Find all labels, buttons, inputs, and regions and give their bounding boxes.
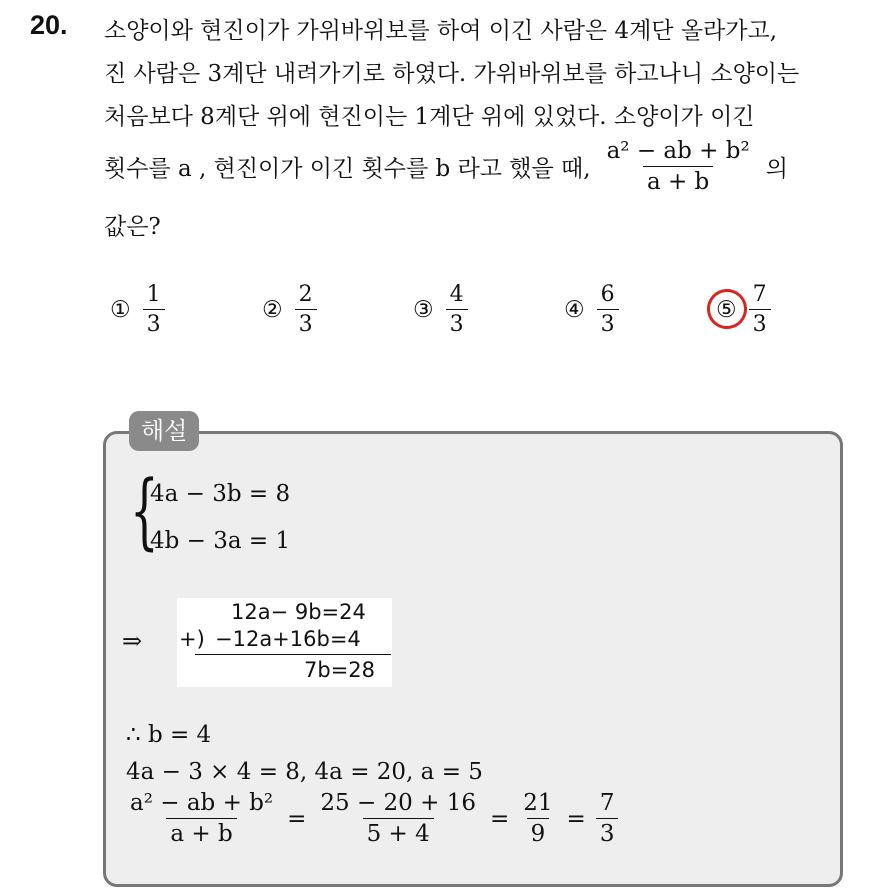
question-text-line-4-prefix: 횟수를 a , 현진이가 이긴 횟수를 b 라고 했을 때, (104, 156, 591, 183)
final-computation (126, 790, 618, 848)
final-fraction-4 (596, 790, 619, 848)
choice-3-denominator: 3 (446, 309, 468, 337)
final-fraction-4-denominator: 3 (596, 818, 619, 847)
choice-5-mark-wrapper (716, 297, 737, 323)
answer-choices (0, 282, 884, 342)
final-fraction-4-numerator: 7 (599, 790, 615, 816)
choice-5[interactable] (716, 282, 771, 338)
final-fraction-2 (316, 790, 480, 848)
question-expression-fraction (603, 138, 754, 196)
final-fraction-1-denominator: a + b (166, 818, 236, 847)
choice-1[interactable] (110, 282, 165, 338)
final-fraction-3-numerator: 21 (523, 790, 553, 816)
equals-sign-2: = (489, 805, 510, 832)
choice-5-mark: ⑤ (716, 296, 737, 323)
equals-sign-1: = (287, 805, 307, 832)
choice-5-numerator: 7 (752, 282, 767, 307)
calc-sum-rule (195, 654, 391, 655)
choice-2-numerator: 2 (298, 282, 313, 307)
solution-label: 해설 (129, 411, 199, 451)
choice-3-fraction (446, 282, 468, 338)
calc-plus-sign: +) (179, 627, 205, 651)
choice-5-fraction (749, 282, 771, 338)
system-equation-2: 4b − 3a = 1 (150, 528, 291, 554)
final-fraction-3-denominator: 9 (527, 818, 550, 847)
choice-3[interactable] (413, 282, 468, 338)
therefore-line: ∴ b = 4 (126, 722, 212, 748)
calc-line-1: 12a− 9b=24 (231, 600, 366, 624)
question-number: 20. (30, 10, 68, 40)
implies-arrow: ⇒ (122, 627, 143, 655)
question-text-line-5: 값은? (104, 214, 161, 240)
final-fraction-3 (519, 790, 556, 848)
choice-4-mark: ④ (564, 296, 585, 323)
question-expression-denominator: a + b (643, 166, 713, 195)
choice-1-numerator: 1 (146, 282, 161, 307)
choice-5-denominator: 3 (749, 309, 771, 337)
final-fraction-1-numerator: a² − ab + b² (130, 790, 274, 816)
equals-sign-3: = (566, 805, 586, 832)
question-text-line-3: 처음보다 8계단 위에 현진이는 1계단 위에 있었다. 소양이가 이긴 (104, 104, 755, 130)
choice-1-fraction (143, 282, 165, 338)
final-fraction-2-denominator: 5 + 4 (363, 818, 434, 847)
elimination-calculation (177, 598, 392, 687)
choice-2[interactable] (262, 282, 317, 338)
question-text-line-4 (104, 138, 788, 196)
choice-3-mark: ③ (413, 296, 434, 323)
system-equation-1: 4a − 3b = 8 (150, 481, 291, 507)
system-brace-icon: { (130, 464, 159, 559)
choice-3-numerator: 4 (449, 282, 464, 307)
question-text-line-2: 진 사람은 3계단 내려가기로 하였다. 가위바위보를 하고나니 소양이는 (104, 61, 800, 87)
question-text-line-4-suffix: 의 (765, 156, 788, 183)
calc-result: 7b=28 (304, 658, 376, 682)
answer-circle-icon (703, 285, 751, 333)
calc-line-2: −12a+16b=4 (215, 627, 361, 651)
choice-4-denominator: 3 (597, 309, 619, 337)
question-expression-numerator: a² − ab + b² (606, 138, 750, 164)
choice-4[interactable] (564, 282, 619, 338)
choice-2-denominator: 3 (295, 309, 317, 337)
choice-4-fraction (597, 282, 619, 338)
choice-1-mark: ① (110, 296, 131, 323)
choice-4-numerator: 6 (600, 282, 615, 307)
question-text-line-1: 소양이와 현진이가 가위바위보를 하여 이긴 사람은 4계단 올라가고, (104, 18, 778, 44)
final-fraction-1 (126, 790, 277, 848)
step-2-line: 4a − 3 × 4 = 8, 4a = 20, a = 5 (126, 759, 483, 785)
choice-2-mark: ② (262, 296, 283, 323)
final-fraction-2-numerator: 25 − 20 + 16 (320, 790, 476, 816)
choice-1-denominator: 3 (143, 309, 165, 337)
choice-2-fraction (295, 282, 317, 338)
